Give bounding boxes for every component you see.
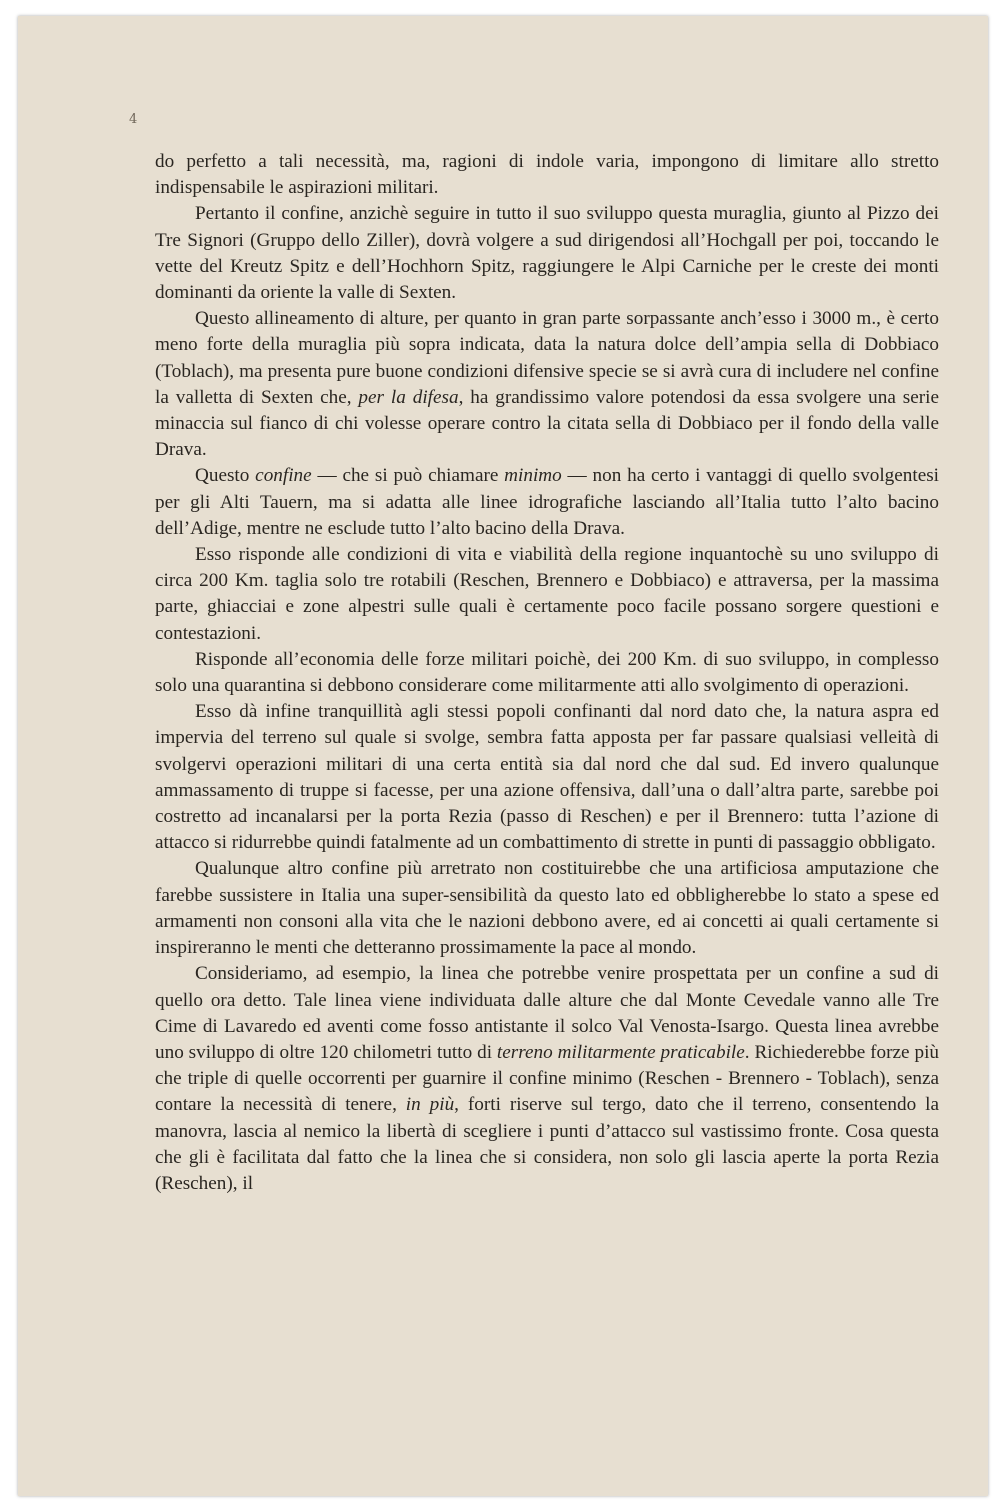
- page-number: 4: [129, 112, 138, 127]
- text-run: , forti riserve sul tergo, dato che il terreno, consentendo la manovra, lascia al nemico la libertà di scegliere i punti d’attacco sul vastissimo fronte. Cosa questa che gli è facilitata dal fatto che la linea che si considera, non solo gli lascia aperte la porta Rezia (Reschen), il: [155, 1094, 939, 1194]
- text-run: Consideriamo, ad esempio, la linea che potrebbe venire prospettata per un confine a sud di quello ora detto. Tale linea viene individuata dalle alture che dal Monte Cevedale vanno alle Tre Cime di Lavaredo ed aventi come fosso antistante il solco Val Venosta-Isargo. Questa linea avrebbe uno sviluppo di oltre 120 chilometri tutto di: [155, 963, 939, 1063]
- paragraph: [155, 201, 939, 306]
- italic-text: per la difesa: [358, 386, 459, 408]
- text-run: — non ha certo i vantaggi di quello svolgentesi per gli Alti Tauern, ma si adatta alle linee idrografiche lasciando all’Italia tutto l’alto bacino dell’Adige, mentre ne esclude tutto l’alto bacino della Drava.: [155, 465, 940, 539]
- text-run: do perfetto a tali necessità, ma, ragioni di indole varia, impongono di limitare allo stretto indispensabile le aspirazioni militari.: [155, 151, 939, 199]
- text-run: Qualunque altro confine più arretrato non costituirebbe che una artificiosa amputazione che farebbe sussistere in Italia una super-sensibilità da questo lato ed obbligherebbe lo stato a spese ed armamenti non consoni alla vita che le nazioni debbono avere, ed ai concetti ai quali certamente si inspireranno le menti che detteranno prossimamente la pace al mondo.: [155, 858, 939, 959]
- paragraph: [155, 463, 939, 542]
- text-run: Esso risponde alle condizioni di vita e viabilità della regione inquantochè su uno sviluppo di circa 200 Km. taglia solo tre rotabili (Reschen, Brennero e Dobbiaco) e attraversa, per la massima parte, ghiacciai e zone alpestri sulle quali è certamente poco facile possano sorgere questioni e contestazioni.: [155, 544, 939, 644]
- paragraph: [155, 647, 939, 699]
- paragraph: [155, 149, 939, 201]
- paragraph: [155, 542, 939, 647]
- text-run: Questo: [195, 465, 256, 487]
- italic-text: minimo: [504, 465, 562, 487]
- document-page: [18, 16, 988, 1496]
- paragraph: [155, 961, 939, 1197]
- text-run: . Richiederebbe forze più che triple di quelle occorrenti per guarnire il confine minimo (Reschen - Brennero - Toblach), senza contare la necessità di tenere,: [155, 1041, 939, 1116]
- paragraph: [155, 856, 939, 961]
- text-run: Pertanto il confine, anzichè seguire in tutto il suo sviluppo questa muraglia, giunto al Pizzo dei Tre Signori (Gruppo dello Ziller), dovrà volgere a sud dirigendosi all’Hochgall per poi, toccando le vette del Kreutz Spitz e dell’Hochhorn Spitz, raggiungere le Alpi Carniche per le creste dei monti dominanti da oriente la valle di Sexten.: [155, 203, 939, 304]
- italic-text: in più: [405, 1094, 455, 1116]
- text-run: Risponde all’economia delle forze militari poichè, dei 200 Km. di suo sviluppo, in complesso solo una quarantina si debbono considerare come militarmente atti allo svolgimento di operazioni.: [155, 648, 939, 697]
- italic-text: confine: [255, 465, 312, 487]
- text-run: Questo allineamento di alture, per quanto in gran parte sorpassante anch’esso i 3000 m., è certo meno forte della muraglia più sopra indicata, data la natura dolce dell’ampia sella di Dobbiaco (Toblach), ma presenta pure buone condizioni difensive specie se si avrà cura di includere nel confine la valletta di Sexten che,: [155, 308, 939, 408]
- paragraph: [155, 306, 939, 463]
- italic-text: terreno militarmente praticabile: [496, 1041, 745, 1063]
- paragraph: [155, 699, 939, 856]
- body-text: [155, 149, 939, 1197]
- text-run: Esso dà infine tranquillità agli stessi popoli confinanti dal nord dato che, la natura aspra ed impervia del terreno sul quale si svolge, sembra fatta apposta per far passare qualsiasi velleità di svolgervi operazioni militari di una certa entità sia dal nord che dal sud. Ed invero qualunque ammassamento di truppe si facesse, per una azione offensiva, dall’una o dall’altra parte, sarebbe poi costretto ad incanalarsi per la porta Rezia (passo di Reschen) e per il Brennero: tutta l’azione di attacco si ridurrebbe quindi fatalmente ad un combattimento di strette in punti di passaggio obbligato.: [155, 701, 939, 854]
- text-run: , ha grandissimo valore potendosi da essa svolgere una serie minaccia sul fianco di chi volesse operare contro la citata sella di Dobbiaco per il fondo della valle Drava.: [155, 386, 939, 461]
- text-run: — che si può chiamare: [311, 465, 505, 487]
